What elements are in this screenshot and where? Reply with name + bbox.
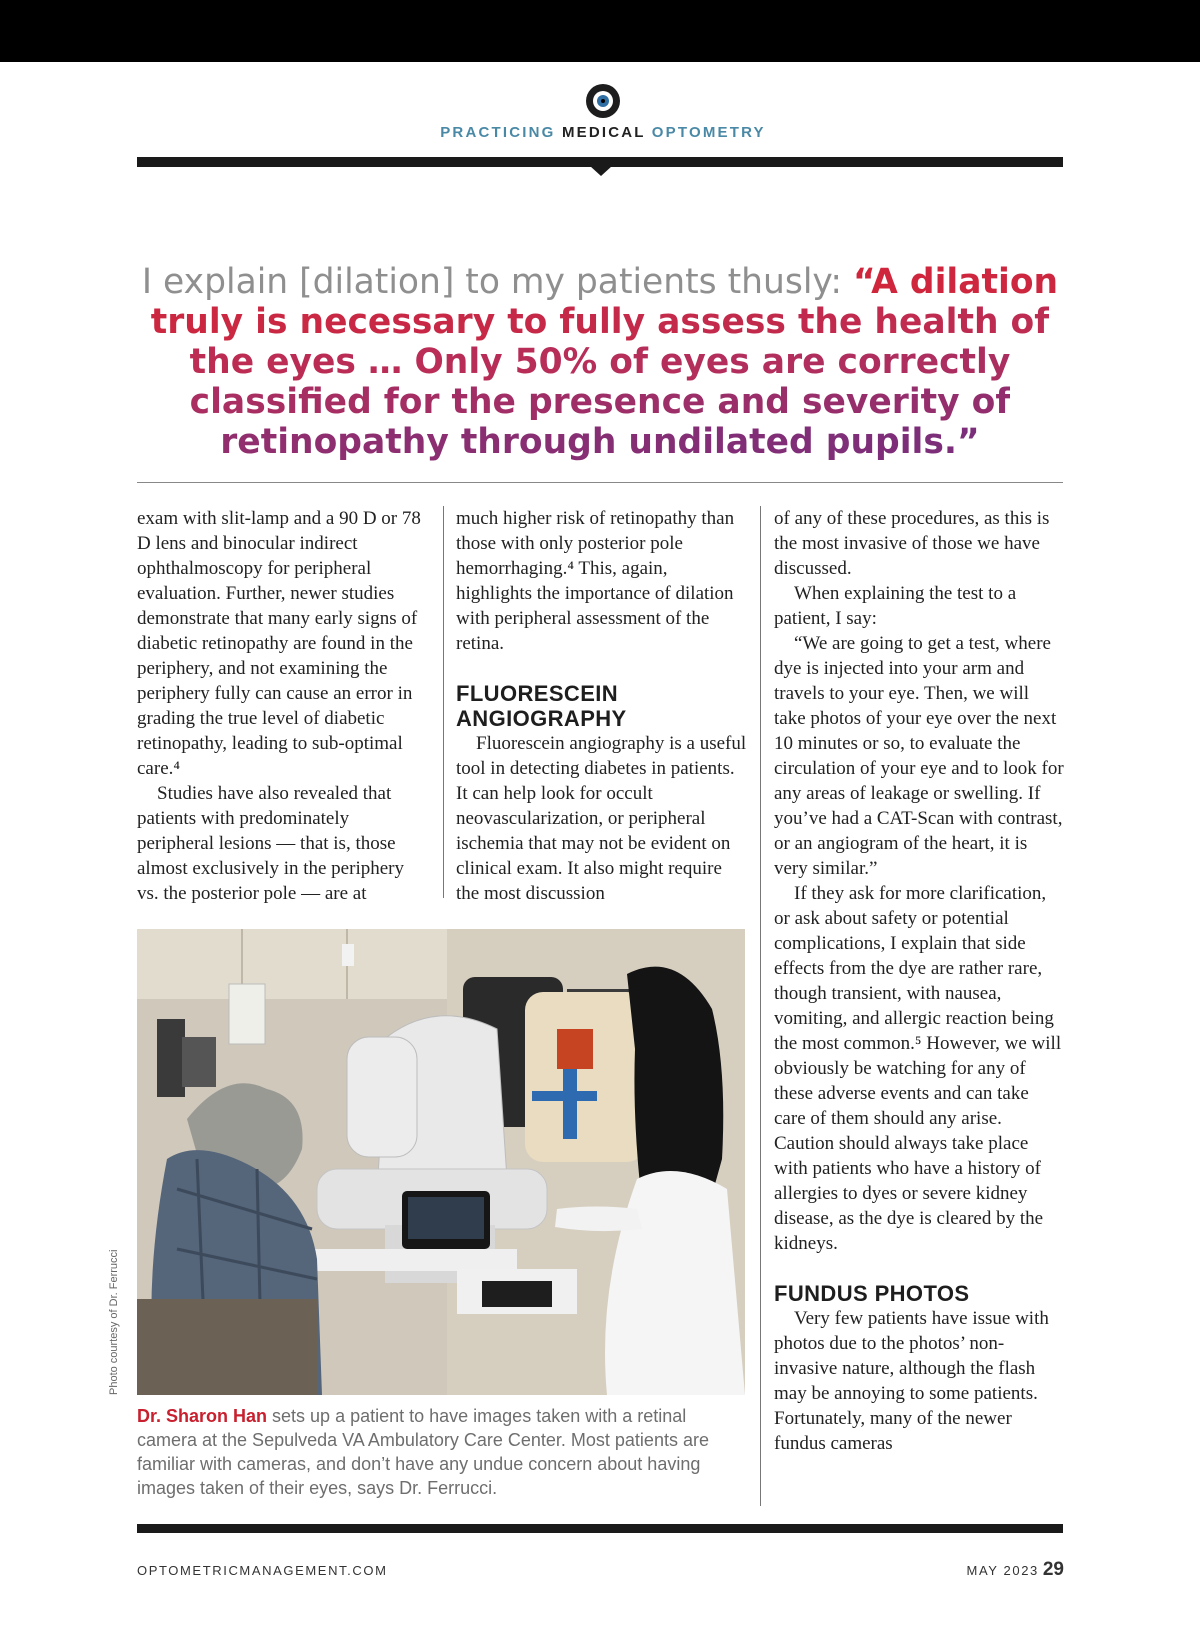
section-label [0,124,1200,141]
paragraph: Studies have also revealed that patients with predominately peripheral lesions — that is, those almost exclusively in the periphery vs. the posterior pole — are at [137,783,404,904]
pull-quote-emphasis: “A dilation truly is necessary to fully assess the health of the eyes … Only 50% of eyes are correctly classified for the presence and severity of retinopathy through undilated pupils.” [150,262,1059,462]
paragraph: of any of these procedures, as this is the most invasive of those we have discussed. [774,508,1050,579]
paragraph: When explaining the test to a patient, I say: [774,583,1017,629]
column-divider [443,506,444,898]
pull-quote-intro: I explain [dilation] to my patients thusly: [141,262,853,302]
paragraph: “We are going to get a test, where dye is injected into your arm and travels to your eye. Then, we will take photos of your eye over the next 10 minutes or so, to evaluate the circulation of your eye and to look for any areas of leakage or swelling. If you’ve had a CAT-Scan with contrast, or an angiogram of the heart, it is very similar.” [774,633,1064,879]
caption-name: Dr. Sharon Han [137,1406,268,1426]
pull-quote [137,262,1063,462]
photo-caption [137,1404,749,1500]
paragraph: much higher risk of retinopathy than those with only posterior pole hemorrhaging.⁴ This, again, highlights the importance of dilation with peripheral assessment of the retina. [456,508,735,654]
page-number: 29 [1042,1559,1064,1580]
footer-date: MAY 2023 [966,1563,1039,1578]
section-label-part2: MEDICAL [561,124,646,141]
article-column-1 [137,506,429,906]
footer-rule [137,1524,1063,1533]
header-rule-notch [590,166,612,176]
article-photo [137,929,745,1395]
pull-quote-divider [137,482,1063,483]
eye-logo-icon [586,84,620,118]
subheading-fluorescein-angiography: FLUORESCEIN ANGIOGRAPHY [456,681,627,731]
article-column-2 [456,506,748,906]
paragraph: exam with slit-lamp and a 90 D or 78 D lens and binocular indirect ophthalmoscopy for peripheral evaluation. Further, newer studies demonstrate that many early signs of diabetic retinopathy are found in the periphery, and not examining the periphery fully can cause an error in grading the true level of diabetic retinopathy, leading to sub-optimal care.⁴ [137,508,421,779]
section-label-part1: PRACTICING [440,124,556,141]
photo-credit: Photo courtesy of Dr. Ferrucci [108,1249,120,1395]
footer-date-page [967,1559,1064,1581]
paragraph: Fluorescein angiography is a useful tool in detecting diabetes in patients. It can help look for occult neovascularization, or peripheral ischemia that may not be evident on clinical exam. It also might require the most discussion [456,733,747,904]
section-label-part3: OPTOMETRY [651,124,766,141]
column-divider [760,506,761,1506]
paragraph: Very few patients have issue with photos due to the photos’ non-invasive nature, although the flash may be annoying to some patients. Fortunately, many of the newer fundus cameras [774,1308,1049,1454]
paragraph: If they ask for more clarification, or ask about safety or potential complications, I explain that side effects from the dye are rather rare, though transient, with nausea, vomiting, and allergic reaction being the most common.⁵ However, we will obviously be watching for any of these adverse events and can take care of them should any arise. Caution should always take place with patients who have a history of allergies to dyes or severe kidney disease, as the dye is cleared by the kidneys. [774,883,1062,1254]
footer-website: OPTOMETRICMANAGEMENT.COM [137,1563,388,1578]
article-column-3 [774,506,1064,1456]
caption-text: sets up a patient to have images taken with a retinal camera at the Sepulveda VA Ambulatory Care Center. Most patients are familiar with cameras, and don’t have any undue concern about having images taken of their eyes, says Dr. Ferrucci. [137,1406,709,1498]
subheading-fundus-photos: FUNDUS PHOTOS [774,1281,970,1306]
top-black-bar [0,0,1200,62]
